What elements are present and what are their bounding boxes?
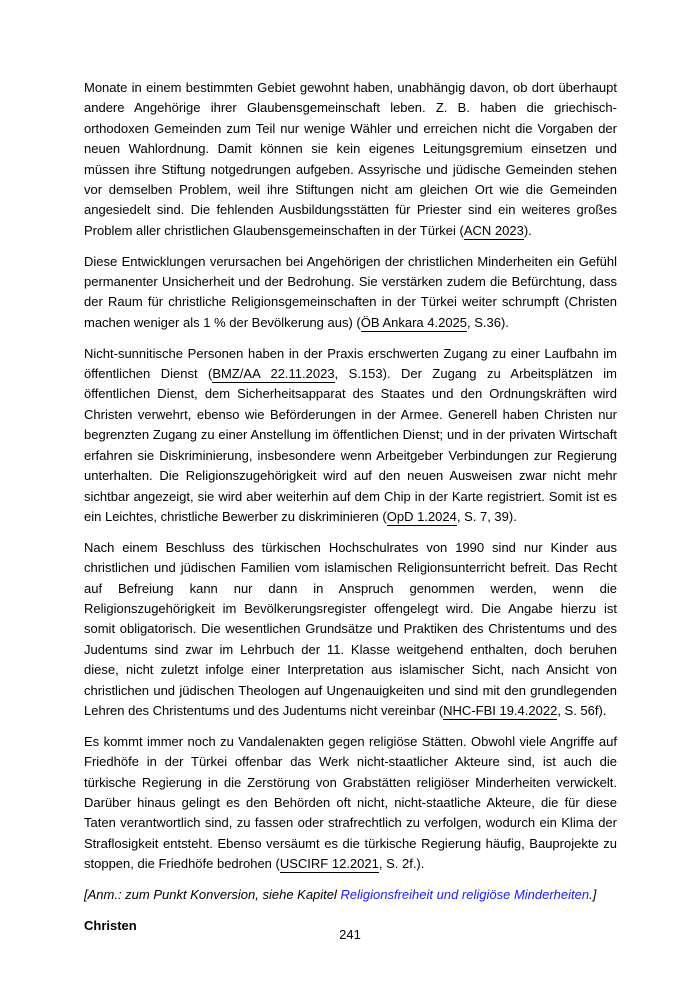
- paragraph: Es kommt immer noch zu Vandalenakten gegen religiöse Stätten. Obwohl viele Angriffe auf Friedhöfe in der Türkei offenbar das Werk nicht-staatlicher Akteure sind, ist auch die türkische Regierung in die Zerstörung von Grabstätten religiöser Minderheiten verwickelt. Darüber hinaus gelingt es den Behörden oft nicht, nicht-staatliche Akteure, die für diese Taten verantwortlich sind, zu fassen oder strafrechtlich zu verfolgen, wodurch ein Klima der Straflosigkeit entsteht. Ebenso versäumt es die türkische Regierung häufig, Bauprojekte zu stoppen, die Friedhöfe bedrohen (USCIRF 12.2021, S. 2f.).: [84, 733, 617, 872]
- annotation-note: [Anm.: zum Punkt Konversion, siehe Kapitel Religionsfreiheit und religiöse Minderheiten.]: [84, 886, 597, 902]
- citation-link[interactable]: USCIRF 12.2021: [279, 856, 379, 872]
- paragraph: Nicht-sunnitische Personen haben in der Praxis erschwerten Zugang zu einer Laufbahn im öffentlichen Dienst (BMZ/AA 22.11.2023, S.153). Der Zugang zu Arbeitsplätzen im öffentlichen Dienst, dem Sicherheitsapparat des Staates und den Ordnungskräften wird Christen verwehrt, ebenso wie Beförderungen in der Armee. Generell haben Christen nur begrenzten Zugang zu einer Anstellung im öffentlichen Dienst; und in der privaten Wirtschaft erfahren sie Diskriminierung, insbesondere wenn Arbeitgeber Verbindungen zur Regierung unterhalten. Die Religionszugehörigkeit wird auf den neuen Ausweisen zwar nicht mehr sichtbar angezeigt, sie wird aber weiterhin auf dem Chip in der Karte registriert. Somit ist es ein Leichtes, christliche Bewerber zu diskriminieren (OpD 1.2024, S. 7, 39).: [84, 345, 617, 524]
- citation-link[interactable]: ACN 2023: [463, 222, 524, 238]
- section-heading: Christen: [84, 917, 137, 933]
- citation-link[interactable]: BMZ/AA 22.11.2023: [212, 366, 335, 382]
- chapter-link[interactable]: Religionsfreiheit und religiöse Minderheiten: [340, 886, 590, 902]
- paragraph: Diese Entwicklungen verursachen bei Angehörigen der christlichen Minderheiten ein Gefühl permanenter Unsicherheit und der Bedrohung. Sie verstärken zudem die Befürchtung, dass der Raum für christliche Religionsgemeinschaften in der Türkei weiter schrumpft (Christen machen weniger als 1 % der Bevölkerung aus) (ÖB Ankara 4.2025, S.36).: [84, 253, 617, 330]
- paragraph: Monate in einem bestimmten Gebiet gewohnt haben, unabhängig davon, ob dort überhaupt andere Angehörige ihrer Glaubensgemeinschaft leben. Z. B. haben die griechisch-orthodoxen Gemeinden zum Teil nur wenige Wähler und erreichen nicht die Vorgaben der neuen Wahlordnung. Damit können sie kein eigenes Leitungsgremium einsetzen und müssen ihre Stiftung notgedrungen aufgeben. Assyrische und jüdische Gemeinden stehen vor demselben Problem, weil ihre Stiftungen nicht am gleichen Ort wie die Gemeinden angesiedelt sind. Die fehlenden Ausbildungsstätten für Priester sind ein weiteres großes Problem aller christlichen Glaubensgemeinschaften in der Türkei (ACN 2023).: [84, 80, 617, 238]
- citation-link[interactable]: OpD 1.2024: [386, 508, 457, 524]
- paragraph: Nach einem Beschluss des türkischen Hochschulrates von 1990 sind nur Kinder aus christlichen und jüdischen Familien vom islamischen Religionsunterricht befreit. Das Recht auf Befreiung kann nur dann in Anspruch genommen werden, wenn die Religionszugehörigkeit im Bevölkerungsregister offengelegt wird. Die Angabe hierzu ist somit obligatorisch. Die wesentlichen Grundsätze und Praktiken des Christentums und des Judentums sind zwar im Lehrbuch der 11. Klasse weitgehend enthalten, doch beruhen diese, nicht zuletzt infolge einer Interpretation aus islamischer Sicht, nach Ansicht von christlichen und jüdischen Theologen auf Ungenauigkeiten und sind mit den grundlegenden Lehren des Christentums und des Judentums nicht vereinbar (NHC-FBI 19.4.2022, S. 56f).: [84, 539, 617, 718]
- page-number: 241: [339, 927, 361, 942]
- citation-link[interactable]: NHC-FBI 19.4.2022: [443, 702, 558, 718]
- document-body: [84, 78, 617, 947]
- citation-link[interactable]: ÖB Ankara 4.2025: [360, 314, 468, 330]
